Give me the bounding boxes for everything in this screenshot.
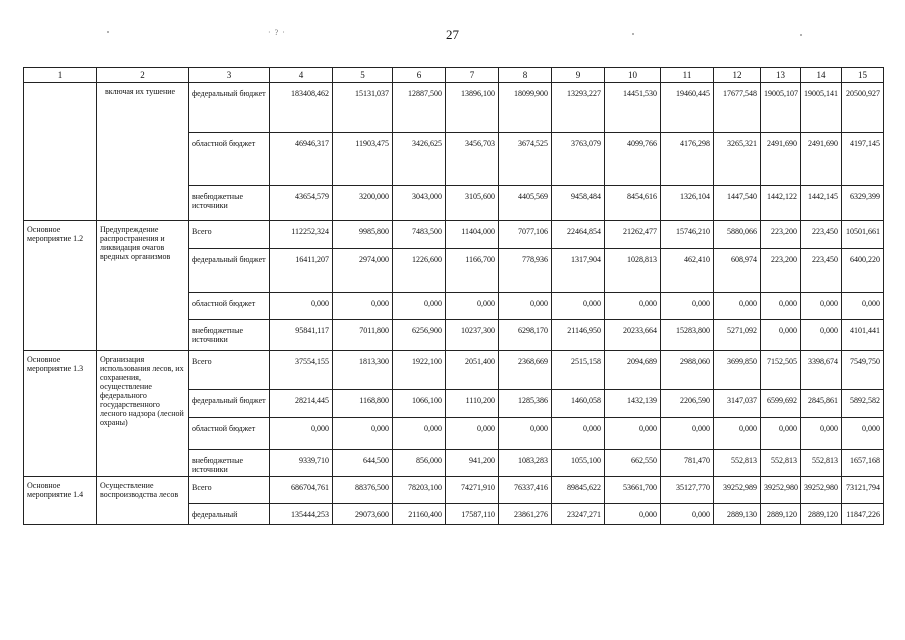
value-cell: 7549,750 <box>842 351 884 390</box>
value-cell: 15283,800 <box>661 320 714 351</box>
value-cell: 3398,674 <box>801 351 842 390</box>
value-cell: 1028,813 <box>605 249 661 293</box>
value-cell: 15746,210 <box>661 221 714 249</box>
value-cell: 0,000 <box>552 293 605 320</box>
value-cell: 662,550 <box>605 450 661 477</box>
measure-cell: Основное мероприятие 1.2 <box>24 221 97 351</box>
table-row <box>24 477 884 504</box>
value-cell: 2368,669 <box>499 351 552 390</box>
value-cell: 4405,569 <box>499 186 552 221</box>
value-cell: 223,200 <box>761 221 801 249</box>
value-cell: 28214,445 <box>270 390 333 418</box>
value-cell: 2515,158 <box>552 351 605 390</box>
value-cell: 3043,000 <box>393 186 446 221</box>
funding-source-cell: внебюджетные источники <box>189 450 270 477</box>
value-cell: 19005,141 <box>801 83 842 133</box>
value-cell: 686704,761 <box>270 477 333 504</box>
value-cell: 0,000 <box>605 293 661 320</box>
value-cell: 46946,317 <box>270 133 333 186</box>
scan-artifact-mark: · ? · <box>268 28 286 37</box>
value-cell: 778,936 <box>499 249 552 293</box>
value-cell: 17587,110 <box>446 504 499 525</box>
value-cell: 19460,445 <box>661 83 714 133</box>
value-cell: 8454,616 <box>605 186 661 221</box>
value-cell: 644,500 <box>333 450 393 477</box>
value-cell: 17677,548 <box>714 83 761 133</box>
value-cell: 2206,590 <box>661 390 714 418</box>
value-cell: 4176,298 <box>661 133 714 186</box>
value-cell: 552,813 <box>714 450 761 477</box>
table-row <box>24 83 884 133</box>
value-cell: 1055,100 <box>552 450 605 477</box>
value-cell: 552,813 <box>761 450 801 477</box>
value-cell: 2889,130 <box>714 504 761 525</box>
value-cell: 7077,106 <box>499 221 552 249</box>
value-cell: 21160,400 <box>393 504 446 525</box>
value-cell: 3456,703 <box>446 133 499 186</box>
value-cell: 0,000 <box>552 418 605 450</box>
value-cell: 223,450 <box>801 249 842 293</box>
column-header: 1 <box>24 68 97 83</box>
value-cell: 0,000 <box>714 418 761 450</box>
value-cell: 0,000 <box>270 418 333 450</box>
value-cell: 18099,900 <box>499 83 552 133</box>
value-cell: 2988,060 <box>661 351 714 390</box>
value-cell: 37554,155 <box>270 351 333 390</box>
value-cell: 0,000 <box>393 293 446 320</box>
value-cell: 0,000 <box>714 293 761 320</box>
budget-table <box>23 67 884 525</box>
value-cell: 1317,904 <box>552 249 605 293</box>
value-cell: 9339,710 <box>270 450 333 477</box>
value-cell: 2889,120 <box>761 504 801 525</box>
value-cell: 3426,625 <box>393 133 446 186</box>
value-cell: 13896,100 <box>446 83 499 133</box>
funding-source-cell: Всего <box>189 477 270 504</box>
value-cell: 3265,321 <box>714 133 761 186</box>
value-cell: 0,000 <box>605 418 661 450</box>
value-cell: 3763,079 <box>552 133 605 186</box>
value-cell: 0,000 <box>761 320 801 351</box>
column-header: 3 <box>189 68 270 83</box>
value-cell: 39252,980 <box>801 477 842 504</box>
value-cell: 0,000 <box>661 293 714 320</box>
value-cell: 2889,120 <box>801 504 842 525</box>
value-cell: 89845,622 <box>552 477 605 504</box>
value-cell: 0,000 <box>446 418 499 450</box>
value-cell: 22464,854 <box>552 221 605 249</box>
value-cell: 19005,107 <box>761 83 801 133</box>
table-row <box>24 221 884 249</box>
value-cell: 2051,400 <box>446 351 499 390</box>
value-cell: 1083,283 <box>499 450 552 477</box>
value-cell: 3147,037 <box>714 390 761 418</box>
value-cell: 11404,000 <box>446 221 499 249</box>
value-cell: 0,000 <box>605 504 661 525</box>
value-cell: 3674,525 <box>499 133 552 186</box>
value-cell: 21262,477 <box>605 221 661 249</box>
value-cell: 73121,794 <box>842 477 884 504</box>
value-cell: 23247,271 <box>552 504 605 525</box>
description-cell: Организация использования лесов, их сохранения, осуществление федерального государственного лесного надзора (лесной охраны) <box>97 351 189 477</box>
funding-source-cell: областной бюджет <box>189 293 270 320</box>
value-cell: 5880,066 <box>714 221 761 249</box>
value-cell: 0,000 <box>761 293 801 320</box>
value-cell: 0,000 <box>499 293 552 320</box>
value-cell: 29073,600 <box>333 504 393 525</box>
column-header: 8 <box>499 68 552 83</box>
value-cell: 20233,664 <box>605 320 661 351</box>
value-cell: 112252,324 <box>270 221 333 249</box>
value-cell: 21146,950 <box>552 320 605 351</box>
value-cell: 7483,500 <box>393 221 446 249</box>
value-cell: 6400,220 <box>842 249 884 293</box>
value-cell: 0,000 <box>801 293 842 320</box>
funding-source-cell: областной бюджет <box>189 133 270 186</box>
value-cell: 7011,800 <box>333 320 393 351</box>
value-cell: 7152,505 <box>761 351 801 390</box>
scan-speck <box>632 33 634 35</box>
value-cell: 781,470 <box>661 450 714 477</box>
page-number: 27 <box>446 27 459 42</box>
funding-source-cell: областной бюджет <box>189 418 270 450</box>
value-cell: 53661,700 <box>605 477 661 504</box>
value-cell: 6599,692 <box>761 390 801 418</box>
scan-speck <box>107 31 109 33</box>
scan-speck <box>800 34 802 36</box>
value-cell: 20500,927 <box>842 83 884 133</box>
value-cell: 0,000 <box>270 293 333 320</box>
column-header: 7 <box>446 68 499 83</box>
funding-source-cell: Всего <box>189 351 270 390</box>
value-cell: 6329,399 <box>842 186 884 221</box>
value-cell: 6298,170 <box>499 320 552 351</box>
funding-source-cell: федеральный бюджет <box>189 390 270 418</box>
value-cell: 3105,600 <box>446 186 499 221</box>
column-header: 13 <box>761 68 801 83</box>
column-header: 9 <box>552 68 605 83</box>
value-cell: 608,974 <box>714 249 761 293</box>
value-cell: 462,410 <box>661 249 714 293</box>
value-cell: 88376,500 <box>333 477 393 504</box>
value-cell: 2845,861 <box>801 390 842 418</box>
value-cell: 2094,689 <box>605 351 661 390</box>
value-cell: 0,000 <box>801 418 842 450</box>
value-cell: 856,000 <box>393 450 446 477</box>
value-cell: 5892,582 <box>842 390 884 418</box>
measure-cell <box>24 83 97 221</box>
value-cell: 6256,900 <box>393 320 446 351</box>
column-header: 6 <box>393 68 446 83</box>
value-cell: 1657,168 <box>842 450 884 477</box>
value-cell: 74271,910 <box>446 477 499 504</box>
value-cell: 4099,766 <box>605 133 661 186</box>
value-cell: 4101,441 <box>842 320 884 351</box>
funding-source-cell: федеральный бюджет <box>189 83 270 133</box>
funding-source-cell: федеральный бюджет <box>189 249 270 293</box>
value-cell: 0,000 <box>446 293 499 320</box>
value-cell: 2974,000 <box>333 249 393 293</box>
value-cell: 135444,253 <box>270 504 333 525</box>
value-cell: 35127,770 <box>661 477 714 504</box>
value-cell: 9985,800 <box>333 221 393 249</box>
value-cell: 11903,475 <box>333 133 393 186</box>
funding-source-cell: внебюджетные источники <box>189 186 270 221</box>
value-cell: 1066,100 <box>393 390 446 418</box>
value-cell: 39252,989 <box>714 477 761 504</box>
value-cell: 183408,462 <box>270 83 333 133</box>
funding-source-cell: внебюджетные источники <box>189 320 270 351</box>
value-cell: 0,000 <box>801 320 842 351</box>
value-cell: 0,000 <box>333 418 393 450</box>
column-header: 4 <box>270 68 333 83</box>
measure-cell: Основное мероприятие 1.4 <box>24 477 97 525</box>
value-cell: 223,200 <box>761 249 801 293</box>
description-cell: Предупреждение распространения и ликвидация очагов вредных организмов <box>97 221 189 351</box>
measure-cell: Основное мероприятие 1.3 <box>24 351 97 477</box>
value-cell: 10237,300 <box>446 320 499 351</box>
description-cell: включая их тушение <box>97 83 189 221</box>
value-cell: 552,813 <box>801 450 842 477</box>
value-cell: 1442,145 <box>801 186 842 221</box>
header-row <box>24 68 884 83</box>
table-row <box>24 351 884 390</box>
value-cell: 1110,200 <box>446 390 499 418</box>
value-cell: 0,000 <box>333 293 393 320</box>
value-cell: 1285,386 <box>499 390 552 418</box>
value-cell: 1326,104 <box>661 186 714 221</box>
funding-source-cell: федеральный <box>189 504 270 525</box>
value-cell: 0,000 <box>393 418 446 450</box>
value-cell: 2491,690 <box>761 133 801 186</box>
value-cell: 1166,700 <box>446 249 499 293</box>
value-cell: 13293,227 <box>552 83 605 133</box>
value-cell: 14451,530 <box>605 83 661 133</box>
value-cell: 0,000 <box>761 418 801 450</box>
value-cell: 1168,800 <box>333 390 393 418</box>
value-cell: 2491,690 <box>801 133 842 186</box>
value-cell: 1442,122 <box>761 186 801 221</box>
column-header: 12 <box>714 68 761 83</box>
value-cell: 0,000 <box>842 293 884 320</box>
column-header: 2 <box>97 68 189 83</box>
value-cell: 9458,484 <box>552 186 605 221</box>
column-header: 14 <box>801 68 842 83</box>
value-cell: 10501,661 <box>842 221 884 249</box>
value-cell: 0,000 <box>661 504 714 525</box>
column-header: 10 <box>605 68 661 83</box>
value-cell: 0,000 <box>842 418 884 450</box>
value-cell: 941,200 <box>446 450 499 477</box>
value-cell: 23861,276 <box>499 504 552 525</box>
value-cell: 223,450 <box>801 221 842 249</box>
column-header: 15 <box>842 68 884 83</box>
funding-source-cell: Всего <box>189 221 270 249</box>
value-cell: 0,000 <box>499 418 552 450</box>
value-cell: 3699,850 <box>714 351 761 390</box>
value-cell: 39252,980 <box>761 477 801 504</box>
description-cell: Осуществление воспроизводства лесов <box>97 477 189 525</box>
value-cell: 5271,092 <box>714 320 761 351</box>
value-cell: 1447,540 <box>714 186 761 221</box>
column-header: 11 <box>661 68 714 83</box>
value-cell: 1226,600 <box>393 249 446 293</box>
value-cell: 3200,000 <box>333 186 393 221</box>
value-cell: 12887,500 <box>393 83 446 133</box>
value-cell: 95841,117 <box>270 320 333 351</box>
value-cell: 1460,058 <box>552 390 605 418</box>
value-cell: 78203,100 <box>393 477 446 504</box>
value-cell: 11847,226 <box>842 504 884 525</box>
value-cell: 0,000 <box>661 418 714 450</box>
value-cell: 1432,139 <box>605 390 661 418</box>
column-header: 5 <box>333 68 393 83</box>
value-cell: 4197,145 <box>842 133 884 186</box>
value-cell: 16411,207 <box>270 249 333 293</box>
value-cell: 1813,300 <box>333 351 393 390</box>
value-cell: 15131,037 <box>333 83 393 133</box>
value-cell: 1922,100 <box>393 351 446 390</box>
value-cell: 43654,579 <box>270 186 333 221</box>
value-cell: 76337,416 <box>499 477 552 504</box>
